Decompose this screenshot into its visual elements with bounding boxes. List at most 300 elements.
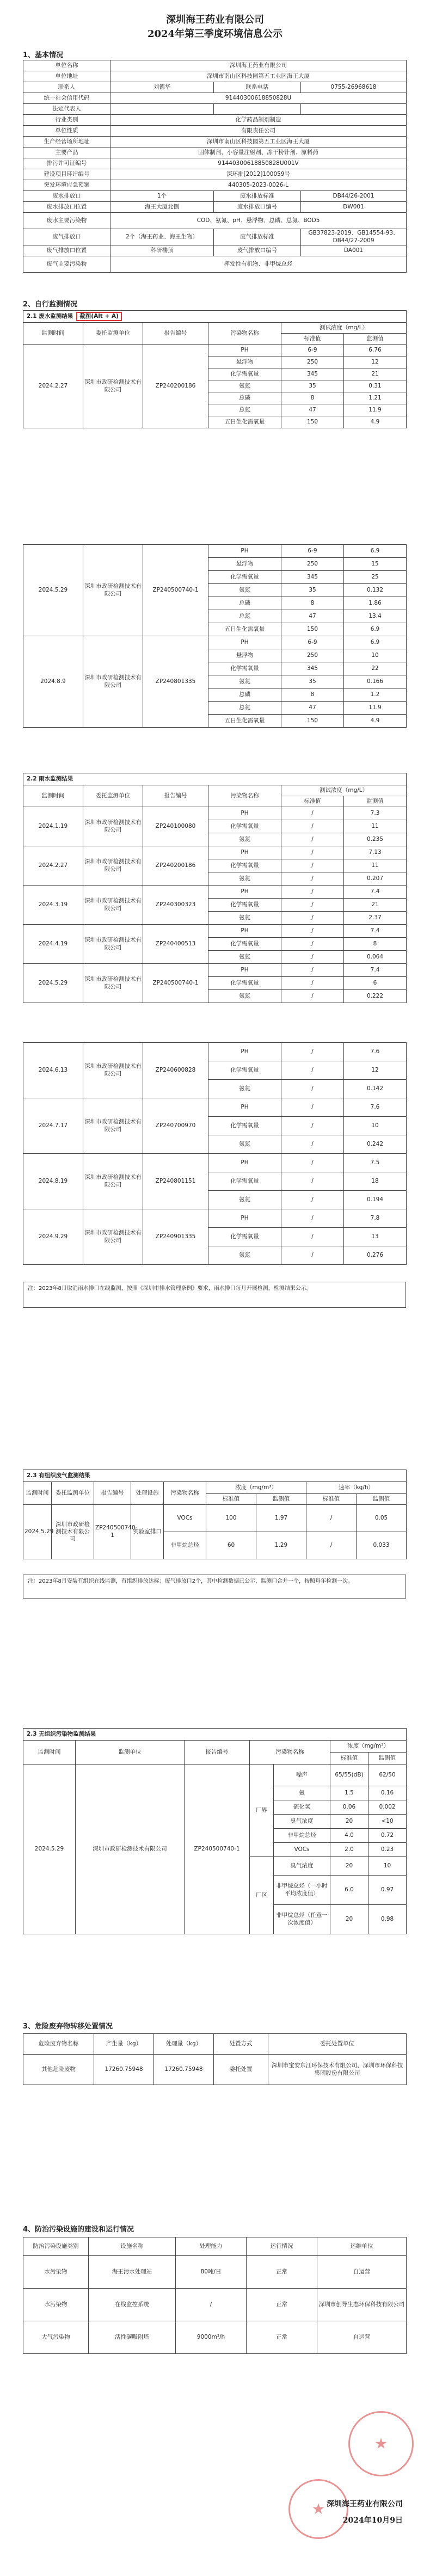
pollutant-name: 总氮: [208, 702, 281, 715]
cell-value: 海王污水处理站: [89, 2256, 176, 2289]
standard-value: 1.5: [330, 1786, 368, 1800]
measured-value: 18: [344, 1172, 407, 1191]
pollutant-name: PH: [208, 1043, 281, 1061]
cell-value: 其他危险废物: [23, 2055, 94, 2085]
company-seal-right: [348, 2411, 414, 2476]
header-report: 报告编号: [143, 323, 208, 345]
pollutant-name: VOCs: [164, 1505, 206, 1532]
field-label: 生产经营场所地址: [23, 137, 110, 147]
table-caption: 2.2 雨水监测结果: [23, 773, 407, 785]
pollutant-name: 化学需氧量: [208, 859, 281, 872]
field-label: [214, 104, 301, 115]
measured-value: 1.29: [256, 1532, 306, 1559]
measured-value: 10: [344, 1117, 407, 1135]
column-header: 处理能力: [176, 2237, 247, 2256]
exhaust-gas-table: [23, 1470, 407, 1559]
hazardous-waste-table: [23, 2033, 407, 2085]
standard-value: /: [281, 912, 344, 925]
pollutant-name: 化学需氧量: [208, 1061, 281, 1080]
pollutant-name: 五日生化需氧量: [208, 416, 281, 428]
pollutant-name: 氨氮: [208, 1246, 281, 1265]
measured-value: 11.9: [344, 702, 407, 715]
measured-value: 13.4: [344, 610, 407, 623]
measured-value: 6.9: [344, 636, 407, 649]
pollutant-name: 噪声: [274, 1765, 330, 1786]
area-label: 厂区: [250, 1857, 274, 1934]
report-number: ZP240801151: [143, 1154, 208, 1209]
table-row: [23, 807, 407, 820]
column-header: 运行情况: [247, 2237, 317, 2256]
pollutant-name: PH: [208, 807, 281, 820]
measured-value: 4.9: [344, 715, 407, 728]
cell-value: 9000m³/h: [176, 2321, 247, 2354]
table-row: [23, 71, 407, 82]
pollutant-name: 氨氮: [208, 833, 281, 846]
pollutant-name: 非甲烷总烃: [164, 1532, 206, 1559]
field-value: 91440300618850828U001V: [110, 158, 407, 169]
standard-value: 150: [281, 715, 344, 728]
field-value: 固体制剂、小容量注射剂、冻干粉针剂、原料药: [110, 147, 407, 158]
standard-value: 20: [330, 1815, 368, 1829]
field-value: COD、氨氮、pH、悬浮物、总磷、总氮、BOD5: [110, 213, 407, 229]
field-value: 挥发性有机物、非甲烷总烃: [110, 256, 407, 273]
table-row: [23, 202, 407, 213]
cell-value: 深圳市宝安东江环保技术有限公司、深圳市环保科技集团股份有限公司: [268, 2055, 407, 2085]
measured-value: 12: [344, 356, 407, 368]
field-value: GB37823-2019、GB14554-93、DB44/27-2009: [301, 229, 407, 245]
standard-value: /: [281, 872, 344, 886]
pollutant-name: 氨氮: [208, 951, 281, 964]
field-label: 废气排放口位置: [23, 245, 110, 256]
table-row: [23, 886, 407, 899]
pollutant-name: 氨氮: [208, 380, 281, 392]
pollutant-name: 非甲烷总烃: [274, 1829, 330, 1843]
rate-measured: 0.033: [357, 1532, 407, 1559]
pollutant-name: 化学需氧量: [208, 977, 281, 990]
field-label: 废水排放口: [23, 191, 110, 202]
table-row: [23, 2034, 407, 2055]
pollutant-name: PH: [208, 1154, 281, 1172]
standard-value: /: [281, 859, 344, 872]
header-pollutant: 污染物名称: [208, 323, 281, 345]
measured-value: 7.5: [344, 1154, 407, 1172]
measured-value: 0.72: [368, 1829, 407, 1843]
standard-value: 100: [206, 1505, 256, 1532]
standard-value: /: [281, 1228, 344, 1246]
header-standard: 标准值: [281, 796, 344, 807]
standard-value: /: [281, 938, 344, 951]
measured-value: 22: [344, 662, 407, 675]
header-unit: 监测单位: [76, 1741, 185, 1765]
measured-value: 0.23: [368, 1843, 407, 1857]
column-header: 产生量（kg）: [94, 2034, 154, 2055]
field-label: 废气排放标准: [214, 229, 301, 245]
standard-value: /: [281, 1154, 344, 1172]
table-row: [23, 1209, 407, 1228]
header-measured: 监测值: [344, 796, 407, 807]
monitor-date: 2024.5.29: [23, 1765, 76, 1934]
table-row: [23, 2237, 407, 2256]
standard-value: 47: [281, 610, 344, 623]
header-measured: 监测值: [256, 1494, 306, 1505]
pollutant-name: 总氮: [208, 610, 281, 623]
field-label: 联系电话: [214, 82, 301, 93]
measured-value: <10: [368, 1815, 407, 1829]
field-value: 刘德华: [110, 82, 214, 93]
pollutant-name: 臭气浓度: [274, 1815, 330, 1829]
pollutant-name: 化学需氧量: [208, 820, 281, 833]
measured-value: 7.6: [344, 1098, 407, 1117]
field-label: 废气排放口编号: [214, 245, 301, 256]
field-value: [301, 104, 407, 115]
pollutant-name: 臭气浓度: [274, 1857, 330, 1876]
measured-value: 1.2: [344, 688, 407, 702]
field-value: 深圳市南山区科技园第五工业区海王大厦: [110, 71, 407, 82]
measured-value: 7.3: [344, 807, 407, 820]
header-date: 监测时间: [23, 1482, 52, 1505]
table-row: [23, 147, 407, 158]
measured-value: 0.132: [344, 584, 407, 597]
standard-value: 65/55(dB): [330, 1765, 368, 1786]
header-pollutant: 污染物名称: [164, 1482, 206, 1505]
header-measured: 监测值: [357, 1494, 407, 1505]
field-value: 深圳海王药业有限公司: [110, 60, 407, 71]
pollutant-name: 氨氮: [208, 584, 281, 597]
section-1-heading: 1、基本情况: [23, 51, 64, 59]
monitor-date: 2024.8.9: [23, 636, 83, 728]
monitor-unit: 深圳市政研检测技术有限公司: [83, 1154, 143, 1209]
table-row: [23, 311, 407, 323]
measured-value: 25: [344, 571, 407, 584]
measured-value: 4.9: [344, 416, 407, 428]
monitor-unit: 深圳市政研检测技术有限公司: [83, 886, 143, 925]
pollutant-name: 化学需氧量: [208, 1172, 281, 1191]
header-measured: 监测值: [344, 334, 407, 345]
field-label: 法定代表人: [23, 104, 110, 115]
field-value: 有限责任公司: [110, 126, 407, 137]
standard-value: 47: [281, 702, 344, 715]
standard-value: 250: [281, 558, 344, 571]
monitor-date: 2024.9.29: [23, 1209, 83, 1265]
table-row: [23, 846, 407, 859]
table-caption: 2.3 无组织污染物监测结果: [23, 1729, 407, 1741]
rainwater-table-cont: [23, 1042, 407, 1265]
table-row: [23, 137, 407, 147]
measured-value: 11: [344, 859, 407, 872]
field-value: 91440300618850828U: [110, 93, 407, 104]
measured-value: 0.002: [368, 1800, 407, 1815]
pollutant-name: 五日生化需氧量: [208, 715, 281, 728]
monitor-unit: 深圳市政研检测技术有限公司: [83, 345, 143, 428]
standard-value: 150: [281, 623, 344, 636]
field-label: 单位性质: [23, 126, 110, 137]
pollutant-name: 总氮: [208, 404, 281, 416]
standard-value: /: [281, 833, 344, 846]
cell-value: 自运营: [317, 2256, 407, 2289]
pollutant-name: 化学需氧量: [208, 1228, 281, 1246]
cell-value: 深圳市创导生态环保科技有限公司: [317, 2289, 407, 2321]
field-label: 单位名称: [23, 60, 110, 71]
monitor-unit: 深圳市政研检测技术有限公司: [83, 545, 143, 636]
table-row: [23, 191, 407, 202]
pollutant-name: PH: [208, 886, 281, 899]
standard-value: 20: [330, 1857, 368, 1876]
basic-info-table: [23, 60, 407, 273]
standard-value: 250: [281, 649, 344, 662]
measured-value: 21: [344, 368, 407, 380]
measured-value: 21: [344, 899, 407, 912]
measured-value: 0.276: [344, 1246, 407, 1265]
measured-value: 10: [344, 649, 407, 662]
cell-value: 80吨/日: [176, 2256, 247, 2289]
measured-value: 7.4: [344, 925, 407, 938]
measured-value: 6.76: [344, 345, 407, 356]
standard-value: /: [281, 925, 344, 938]
standard-value: /: [281, 1191, 344, 1209]
pollutant-name: 氨氮: [208, 1191, 281, 1209]
field-label: 废水排放口位置: [23, 202, 110, 213]
header-standard: 标准值: [206, 1494, 256, 1505]
rate-measured: 0.05: [357, 1505, 407, 1532]
field-label: 联系人: [23, 82, 110, 93]
table-row: [23, 773, 407, 785]
standard-value: 2.0: [330, 1843, 368, 1857]
header-report: 报告编号: [94, 1482, 131, 1505]
company-seal-bottom: [288, 2479, 348, 2539]
standard-value: 150: [281, 416, 344, 428]
standard-value: /: [281, 1172, 344, 1191]
standard-value: /: [281, 951, 344, 964]
pollutant-name: 悬浮物: [208, 356, 281, 368]
measured-value: 0.194: [344, 1191, 407, 1209]
monitor-date: 2024.7.17: [23, 1098, 83, 1154]
table-row: [23, 345, 407, 356]
rate-standard: /: [306, 1532, 357, 1559]
rainwater-note: 注：2023年8月取消雨水排口在线监测，按照《深圳市排水管理条例》要求，雨水排口每月开展检测，检测结果公示。: [23, 1282, 406, 1308]
column-header: 处置方式: [214, 2034, 268, 2055]
table-row: [23, 93, 407, 104]
field-value: DW001: [301, 202, 407, 213]
table-row: [23, 545, 407, 558]
header-measured: 监测值: [368, 1753, 407, 1765]
cell-value: 正常: [247, 2321, 317, 2354]
measured-value: 12: [344, 1061, 407, 1080]
header-pollutant: 污染物名称: [208, 785, 281, 807]
field-value: 440305-2023-0026-L: [110, 180, 407, 191]
area-label: 厂界: [250, 1765, 274, 1857]
monitor-unit: 深圳市政研检测技术有限公司: [52, 1505, 94, 1559]
pollutant-name: 氨氮: [208, 872, 281, 886]
measured-value: 10: [368, 1857, 407, 1876]
pollutant-name: 氨氮: [208, 1135, 281, 1154]
standard-value: 6-9: [281, 636, 344, 649]
pollutant-name: 氨氮: [208, 1080, 281, 1098]
cell-value: 正常: [247, 2289, 317, 2321]
pollutant-name: 总磷: [208, 392, 281, 404]
section-4-heading: 4、防治污染设施的建设和运行情况: [23, 2225, 134, 2234]
cell-value: 17260.75948: [154, 2055, 214, 2085]
field-label: 废水主要污染物: [23, 213, 110, 229]
cell-value: 在线监控系统: [89, 2289, 176, 2321]
column-header: 危险废弃物名称: [23, 2034, 94, 2055]
monitor-date: 2024.2.27: [23, 345, 83, 428]
header-rate: 速率（kg/h）: [306, 1482, 407, 1494]
measured-value: 0.222: [344, 990, 407, 1003]
pollutant-name: PH: [208, 1098, 281, 1117]
pollutant-name: 氨: [274, 1786, 330, 1800]
table-row: [23, 1154, 407, 1172]
measured-value: 0.064: [344, 951, 407, 964]
table-row: [23, 82, 407, 93]
field-label: 行业类别: [23, 115, 110, 126]
header-standard: 标准值: [306, 1494, 357, 1505]
wastewater-table: [23, 310, 407, 428]
field-value: 2个（海王药业、海王生物）: [110, 229, 214, 245]
cell-value: 水污染物: [23, 2256, 89, 2289]
pollutant-name: 总磷: [208, 597, 281, 610]
report-number: ZP240200186: [143, 345, 208, 428]
pollutant-name: PH: [208, 925, 281, 938]
report-number: ZP240901335: [143, 1209, 208, 1265]
report-number: ZP240500740-1: [143, 964, 208, 1003]
table-caption: 2.1 废水监测结果 截图(Alt + A): [23, 311, 407, 323]
measured-value: 1.86: [344, 597, 407, 610]
standard-value: 8: [281, 392, 344, 404]
standard-value: /: [281, 807, 344, 820]
pollutant-name: PH: [208, 964, 281, 977]
table-row: [23, 169, 407, 180]
header-concentration: 浓度（mg/m³）: [206, 1482, 306, 1494]
monitor-unit: 深圳市政研检测技术有限公司: [76, 1765, 185, 1934]
standard-value: /: [281, 1080, 344, 1098]
pollutant-name: PH: [208, 636, 281, 649]
pollutant-name: PH: [208, 345, 281, 356]
table-row: [23, 785, 407, 796]
measured-value: 7.4: [344, 886, 407, 899]
section-2-heading: 2、自行监测情况: [23, 300, 78, 309]
table-row: [23, 636, 407, 649]
standard-value: 20: [330, 1905, 368, 1934]
cell-value: 活性碳吸附塔: [89, 2321, 176, 2354]
header-pollutant: 污染物名称: [250, 1741, 330, 1765]
standard-value: 35: [281, 675, 344, 688]
standard-value: 345: [281, 662, 344, 675]
report-number: ZP240801335: [143, 636, 208, 728]
header-facility: 处理设施: [131, 1482, 164, 1505]
standard-value: /: [281, 1098, 344, 1117]
pollutant-name: 五日生化需氧量: [208, 623, 281, 636]
table-row: [23, 1470, 407, 1482]
field-label: 废水排放标准: [214, 191, 301, 202]
standard-value: 6-9: [281, 345, 344, 356]
monitor-date: 2024.3.19: [23, 886, 83, 925]
field-value: 科研楼顶: [110, 245, 214, 256]
measured-value: 0.242: [344, 1135, 407, 1154]
standard-value: 35: [281, 584, 344, 597]
measured-value: 11: [344, 820, 407, 833]
report-number: ZP240200186: [143, 846, 208, 886]
monitor-unit: 深圳市政研检测技术有限公司: [83, 636, 143, 728]
cell-value: 自运营: [317, 2321, 407, 2354]
cell-value: 大气污染物: [23, 2321, 89, 2354]
standard-value: 250: [281, 356, 344, 368]
report-number: ZP240300323: [143, 886, 208, 925]
column-header: 防治污染设施类别: [23, 2237, 89, 2256]
measured-value: 7.13: [344, 846, 407, 859]
measured-value: 11.9: [344, 404, 407, 416]
monitor-date: 2024.8.19: [23, 1154, 83, 1209]
monitor-date: 2024.1.19: [23, 807, 83, 846]
standard-value: /: [281, 1117, 344, 1135]
table-row: [23, 104, 407, 115]
measured-value: 0.98: [368, 1905, 407, 1934]
table-row: [23, 256, 407, 273]
table-row: [23, 180, 407, 191]
monitor-unit: 深圳市政研检测技术有限公司: [83, 964, 143, 1003]
column-header: 处理量（kg）: [154, 2034, 214, 2055]
standard-value: /: [281, 1135, 344, 1154]
standard-value: 47: [281, 404, 344, 416]
standard-value: 6-9: [281, 545, 344, 558]
field-value: 海王大厦北侧: [110, 202, 214, 213]
field-label: 建设项目环评编号: [23, 169, 110, 180]
header-standard: 标准值: [330, 1753, 368, 1765]
field-value: 深圳市南山区科技园第五工业区海王大厦: [110, 137, 407, 147]
standard-value: /: [281, 1209, 344, 1228]
measured-value: 0.166: [344, 675, 407, 688]
measured-value: 0.97: [368, 1876, 407, 1905]
field-label: 统一社会信用代码: [23, 93, 110, 104]
table-row: [23, 126, 407, 137]
pollutant-name: 悬浮物: [208, 649, 281, 662]
pollutant-name: VOCs: [274, 1843, 330, 1857]
pollution-facility-table: [23, 2237, 407, 2354]
measured-value: 6.9: [344, 545, 407, 558]
monitor-date: 2024.2.27: [23, 846, 83, 886]
standard-value: /: [281, 899, 344, 912]
pollutant-name: 化学需氧量: [208, 368, 281, 380]
cell-value: 委托处置: [214, 2055, 268, 2085]
pollutant-name: 氨氮: [208, 912, 281, 925]
report-number: ZP240500740-1: [94, 1505, 131, 1559]
table-row: [23, 2321, 407, 2354]
measured-value: 0.235: [344, 833, 407, 846]
header-date: 监测时间: [23, 785, 83, 807]
field-label: 废气排放口: [23, 229, 110, 245]
cell-value: 水污染物: [23, 2289, 89, 2321]
standard-value: /: [281, 977, 344, 990]
standard-value: /: [281, 1246, 344, 1265]
measured-value: 6.9: [344, 623, 407, 636]
measured-value: 1.97: [256, 1505, 306, 1532]
standard-value: /: [281, 964, 344, 977]
table-row: [23, 60, 407, 71]
monitor-unit: 深圳市政研检测技术有限公司: [83, 1098, 143, 1154]
field-label: 废水排放口编号: [214, 202, 301, 213]
pollutant-name: 非甲烷总烃（一小时平均浓度值）: [274, 1876, 330, 1905]
standard-value: /: [281, 990, 344, 1003]
header-date: 监测时间: [23, 323, 83, 345]
table-row: [23, 1043, 407, 1061]
table-row: [23, 1505, 407, 1532]
monitor-unit: 深圳市政研检测技术有限公司: [83, 1043, 143, 1098]
footer-date: 2024年10月9日: [342, 2516, 403, 2525]
pollutant-name: 硫化氢: [274, 1800, 330, 1815]
header-report: 报告编号: [143, 785, 208, 807]
report-number: ZP240500740-1: [185, 1765, 250, 1934]
company-title: 深圳海王药业有限公司: [166, 14, 264, 26]
standard-value: 4.0: [330, 1829, 368, 1843]
